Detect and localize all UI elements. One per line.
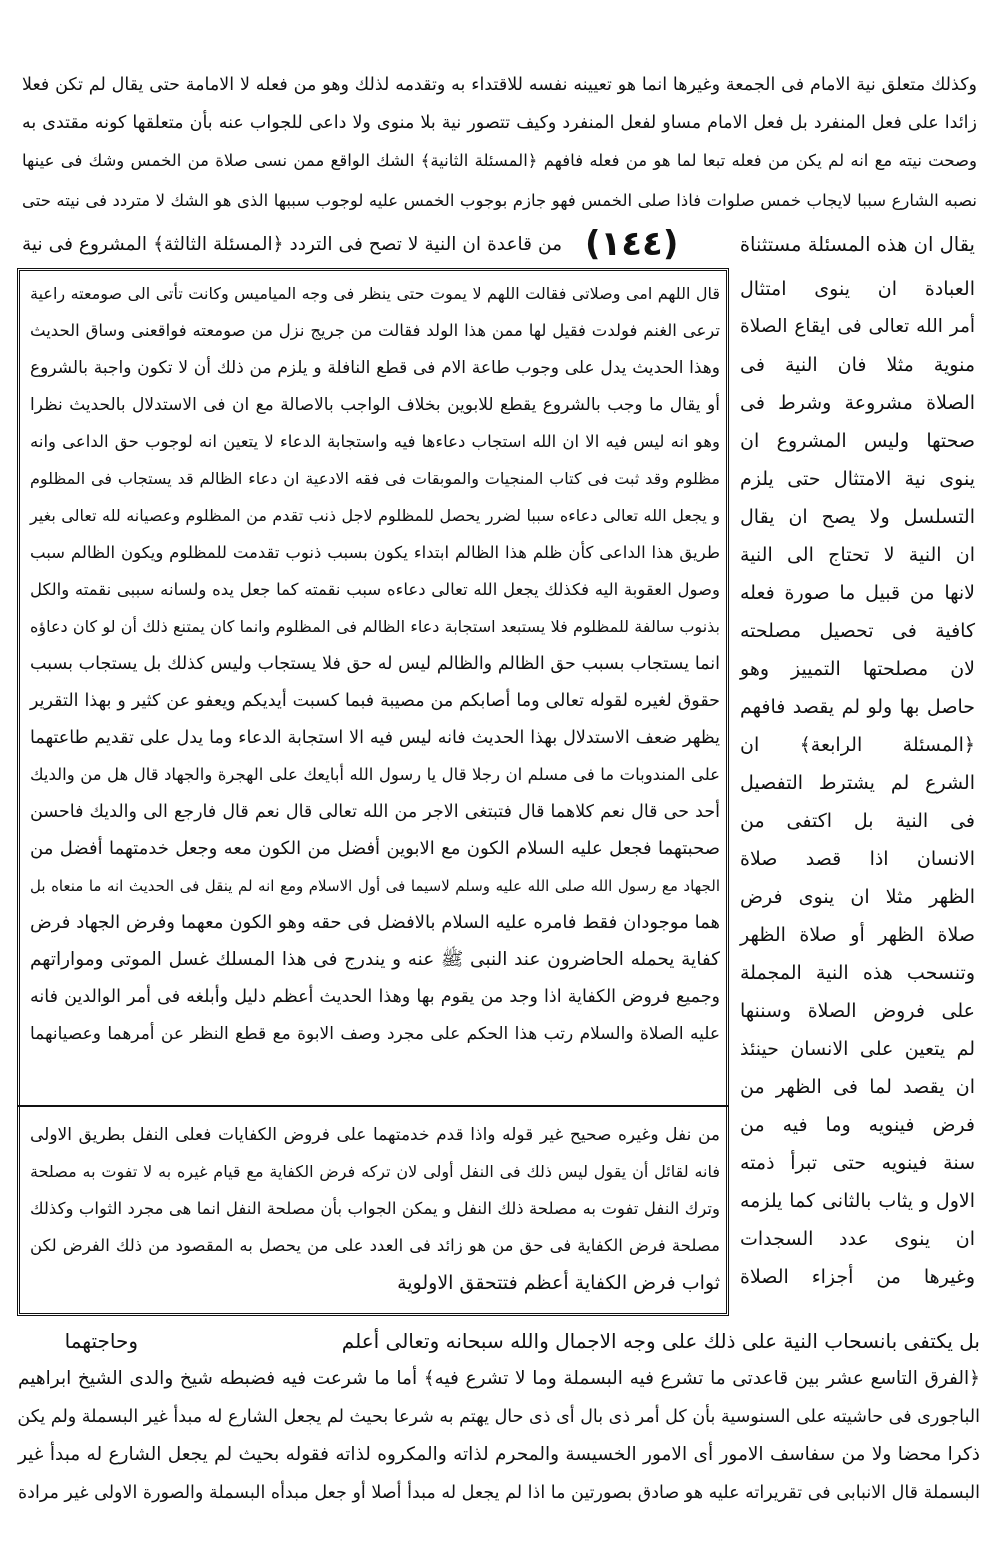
side-line: كافية فى تحصيل مصلحته [740,620,975,642]
box-line: وهو انه ليس فيه الا ان الله استجاب دعاءها فيه واستجابة الدعاء لا يتعين انه لوجوب حق الداعى وانه [30,432,720,451]
box-line: طريق هذا الداعى كأن ظلم هذا الظالم ابتداء يكون بسبب ذنوب تقدمت للمظلوم ويكون الظالم سبب [30,543,720,562]
side-line: ﴿المسئلة الرابعة﴾ ان [740,734,975,756]
header-left-text: من قاعدة ان النية لا تصح فى التردد ﴿المسئلة الثالثة﴾ المشروع فى نية [22,234,562,255]
side-line: فى النية بل اكتفى من [740,810,975,832]
side-line: فرض فينويه وما فيه من [740,1114,975,1136]
frame-separator [17,1105,729,1107]
side-line: التسلسل ولا يصح ان يقال [740,506,975,528]
side-line: الصلاة مشروعة وشرط فى [740,392,975,414]
text-line: زائدا على فعل المنفرد بل فعل الامام مساو لفعل المنفرد وكيف تتصور نية بلا منوى ولا داعى للجواب عنه بأن متعلقها كونه مقتدى به [22,113,977,133]
box-line: أحد حى قال نعم كلاهما قال فتبتغى الاجر من الله تعالى قال نعم قال فارجع الى والديك فاحسن [30,802,720,822]
side-line: لان مصلحتها التمييز وهو [740,658,975,680]
side-line: الاول و يثاب بالثانى كما يلزمه [740,1190,975,1212]
header-right-text: يقال ان هذه المسئلة مستثناة [739,233,975,256]
box-lower-line: فانه لقائل أن يقول ليس ذلك فى النفل أولى لان تركه فرض الكفاية مع قيام غيره به لا تفوت به مصلحة [30,1162,720,1181]
text-line: وكذلك متعلق نية الامام فى الجمعة وغيرها انما هو تعيينه نفسه للاقتداء به وتقدمه لذلك وهو من فعله لا الامامة حتى يقال لم تكن فعلا [22,75,977,95]
trailing-word: وحاجتهما [64,1329,138,1353]
text-line: ذكرا محضا ولا من سفاسف الامور أى الامور الخسيسة والمحرم لذاته والمكروه لذاته فقوله بحيث لم يجعل الشارع له مبدأ غير [18,1444,980,1465]
box-line: هما موجودان فقط فامره عليه السلام بالافضل فى حقه وهو الكون معهما وفرض الجهاد فرض [30,912,720,933]
box-line: كفاية يحمله الحاضرون عند النبى ﷺ عنه و يندرج فى هذا المسلك غسل الموتى ومواراتهم [30,949,720,970]
side-line: الظهر مثلا ان ينوى فرض [740,886,975,908]
box-line: صحبتهما فجعل عليه السلام الكون مع الابوين أفضل من الكون معه وجعل خدمتهما أفضل من [30,838,720,859]
box-line: أو يقال ما وجب بالشروع يقطع للابوين بخلاف الواجب بالاصالة مع ان فى الاستدلال بالحديث نظرا [30,395,720,415]
box-line: وجميع فروض الكفاية اذا وجد من يقوم بها وهذا الحديث أعظم دليل وأبلغه فى أمر الوالدين فانه [30,987,720,1007]
box-line: الجهاد مع رسول الله صلى الله عليه وسلم لاسيما فى أول الاسلام ومع انه لم ينقل فى الحديث انه ما منعاه بل [30,877,720,895]
box-line: يظهر ضعف الاستدلال بهذا الحديث فانه ليس فيه الا استجابة الدعاء وما يدل على تقديم طاعتهما [30,728,720,748]
text-line: البسملة قال الانبابى فى تقريراته عليه هو صادق بصورتين ما اذا لم يجعل له مبدأ أصلا أو جعل مبدأه البسملة والصورة الاولى غير مرادة [18,1483,980,1503]
text-line: نصبه الشارع سببا لايجاب خمس صلوات فاذا صلى الخمس فهو جازم بوجوب الخمس عليه لوجوب سببها الذى هو الشك لا متردد فى نيته حتى [22,191,977,210]
side-line: ان يقصد لما فى الظهر من [740,1076,975,1098]
side-line: ان ينوى عدد السجدات [740,1228,975,1250]
side-line: العبادة ان ينوى امتثال [740,278,975,300]
box-line: وصول العقوبة اليه فكذلك يجعل الله تعالى دعاءه سبب نقمته كما جعل يده ولسانه سببى نقمته والكل [30,580,720,599]
side-line: لم يتعين على الانسان حينئذ [740,1038,975,1060]
side-line: منوية مثلا فان النية فى [740,354,975,376]
side-line: حاصل بها ولو لم يقصد فافهم [740,696,975,718]
page-number: (١٤٤) [585,224,679,264]
side-line: لانها من قبيل ما صورة فعله [740,582,975,604]
side-line: ان النية لا تحتاج الى النية [740,544,975,566]
box-lower-line: وترك النفل تفوت به مصلحة ذلك النفل و يمكن الجواب بأن مصلحة النفل انما هى مجرد الثواب وكذلك [30,1199,720,1218]
box-line: قال اللهم امى وصلاتى فقالت اللهم لا يموت حتى ينظر فى وجه المياميس وكانت تأتى الى صومعته راعية [30,284,720,303]
side-line: أمر الله تعالى فى ايقاع الصلاة [740,316,975,337]
text-line: وصحت نيته مع انه لم يكن من فعله تبعا لما هو من فعله فافهم ﴿المسئلة الثانية﴾ الشك الواقع ممن نسى صلاة من الخمس وشك فى عينها [22,151,977,170]
box-line: عليه الصلاة والسلام رتب هذا الحكم على مجرد وصف الابوة مع قطع النظر عن أمرهما وعصيانهما [30,1024,720,1044]
text-line: ﴿الفرق التاسع عشر بين قاعدتى ما تشرع فيه البسملة وما لا تشرع فيه﴾ أما ما شرعت فيه فضبطه شيخ والدى الشيخ ابراهيم [18,1368,980,1389]
side-line: صلاة الظهر أو صلاة الظهر [740,924,975,946]
box-lower-line: من نفل وغيره صحيح غير قوله واذا قدم خدمتهما على فروض الكفايات فعلى النفل بطريق الاولى [30,1125,720,1145]
side-line: الشرع لم يشترط التفصيل [740,772,975,794]
box-line: ترعى الغنم فولدت فقيل لها ممن هذا الولد فقالت من جريج نزل من صومعته فواقعنى وساق الحديث [30,321,720,340]
box-lower-line: مصلحة فرض الكفاية فى حق من هو زائد فى العدد على من يحصل به المقصود من ذلك الفرض لكن [30,1236,720,1255]
box-line: و يجعل الله تعالى دعاءه سببا لضرر يحصل للمظلوم لاجل ذنب تقدم من المظلوم وعصيانه لله تعالى بغير [30,506,720,525]
box-line: حقوق لغيره لقوله تعالى وما أصابكم من مصيبة فبما كسبت أيديكم ويعفو عن كثير و بهذا التقرير [30,691,720,711]
text-line: الباجورى فى حاشيته على السنوسية بأن كل أمر ذى بال أى ذى حال يهتم به شرعا بحيث لم يجعل الشارع له مبدأ غير البسملة ولم يكن [17,1407,980,1427]
box-lower-line: ثواب فرض الكفاية أعظم فتتحقق الاولوية [397,1272,720,1294]
side-line: على فروض الصلاة وسننها [740,1000,975,1022]
side-line: صحتها وليس المشروع ان [740,430,975,452]
side-line: سنة فينويه حتى تبرأ ذمته [740,1152,975,1174]
box-line: مظلوم وقد ثبت فى كتاب المنجيات والموبقات فى فقه الادعية ان دعاء الظالم قد يستجاب فى المظلوم [30,469,720,488]
box-line: على المندوبات ما فى مسلم ان رجلا قال يا رسول الله أبايعك على الهجرة والجهاد قال هل من والديك [30,765,720,784]
text-line: بل يكتفى بانسحاب النية على ذلك على وجه الاجمال والله سبحانه وتعالى أعلم [341,1329,980,1353]
side-line: ينوى نية الامتثال حتى يلزم [740,468,975,490]
side-line: الانسان اذا قصد صلاة [740,848,975,870]
box-line: وهذا الحديث يدل على وجوب طاعة الام فى قطع النافلة و يلزم من ذلك أن لا تكون واجبة بالشروع [30,358,720,378]
side-line: وتنسحب هذه النية المجملة [740,962,975,984]
box-line: بذنوب سالفة للمظلوم فلا يستبعد استجابة دعاء الظالم فى المظلوم وانما كان يمتنع ذلك أن لو كان دعاؤه [30,617,720,636]
side-line: وغيرها من أجزاء الصلاة [740,1266,975,1288]
box-line: انما يستجاب بسبب حق الظالم والظالم ليس له حق فلا يستجاب وليس كذلك بل يستجاب بسبب [30,654,720,674]
